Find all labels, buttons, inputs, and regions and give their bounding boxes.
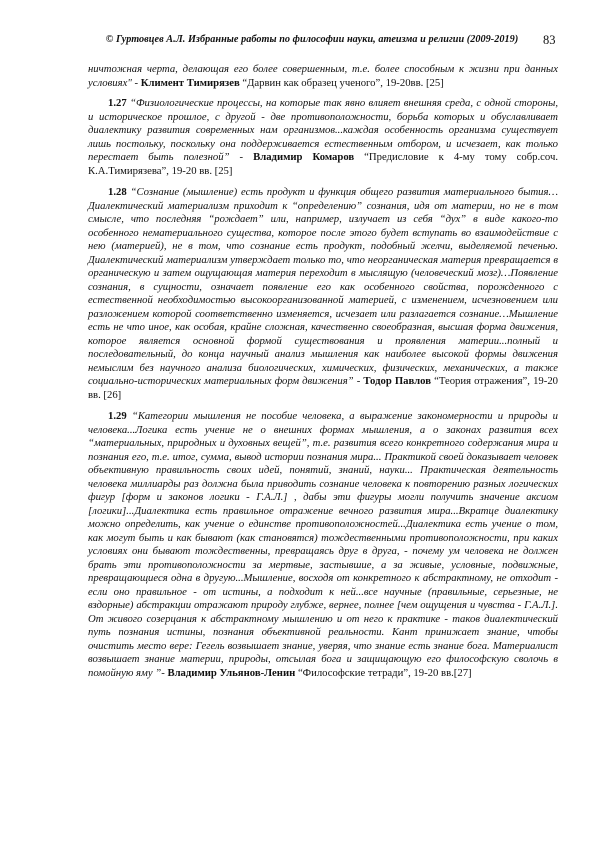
paragraph-1-28 [88, 186, 558, 402]
quote-text: “Категории мышления не пособие человека, а выражение закономерности и природы и человека...Логика есть учение не о внешних формах мышления, а о законах развития всех “материальных, природных и духовных вещей”, т.е. развития всего конкретного содержания мира и познания его, т.е. итог, сумма, вывод истории познания мира... Практикой своей доказывает человек объективную правильность своих идей, понятий, знаний, науки... Практическая деятельность человека миллиарды раз должна была приводить сознание человека к повторению разных логических фигур [форм и законов логики - Г.А.Л.] , дабы эти фигуры могли получить значение аксиом [логики]...Диалектика есть правильное отражение вечного развития мира...Вкратце диалектику можно определить, как учение о единстве противоположностей...Диалектика есть учение о том, как могут быть и как бывают (как становятся) тождественными противоположности, при каких условиях они бывают тождественны, превращаясь друг в друга, - почему ум человека не должен брать эти противоположности за мертвые, застывшие, а за живые, условные, подвижные, превращающиеся одна в другую...Мышление, восходя от конкретного к абстрактному, не отходит - если оно правильное - от истины, а подходит к ней...все научные (правильные, серьезные, не вздорные) абстракции отражают природу глубже, вернее, полнее [чем ощущения и чувства - Г.А.Л.]. От живого созерцания к абстрактному мышлению и от него к практике - таков диалектический путь познания истины, познания объективной реальности. Кант принижает знание, чтобы очистить место вере: Гегель возвышает знание, уверяя, что знание есть знание бога. Материалист возвышает знание материи, природы, отсылая бога и защищающую его философскую сволочь в помойную яму ” [88, 410, 558, 679]
author-name: Владимир Ульянов-Ленин [167, 666, 296, 679]
paragraph-continuation [88, 63, 558, 90]
paragraph-1-27 [88, 97, 558, 178]
dash: - [131, 76, 141, 89]
running-header: © Гуртовцев А.Л. Избранные работы по философии науки, атеизма и религии (2009-2019) [105, 34, 519, 45]
source-citation: “Теория отражения”, 19-20 вв. [26] [88, 375, 559, 401]
paragraph-1-29 [88, 410, 558, 680]
source-citation: “Философские тетради”, 19-20 вв.[27] [295, 666, 472, 679]
quote-number: 1.29 [108, 410, 127, 422]
author-name: Тодор Павлов [363, 375, 431, 387]
dash: - [229, 151, 254, 163]
page-number: 83 [543, 33, 556, 47]
author-name: Климент Тимирязев [140, 76, 240, 89]
quote-number: 1.28 [108, 186, 127, 198]
quote-text: ничтожная черта, делающая его более совершенным, т.е. более способным к жизни при данных условиях" [88, 63, 558, 89]
author-name: Владимир Комаров [253, 151, 355, 163]
dash: - [161, 666, 168, 679]
dash: - [353, 375, 364, 387]
quote-text: “Сознание (мышление) есть продукт и функция общего развития материального бытия…Диалектический материализм приходит к “определению” сознания, идя от материи, но не в том смысле, что последняя “рождает” или, например, излучает из себя “дух” в виде какого-то особенного нематериального существа, которое после этого будет вступать во взаимодействие с нею (материей), не в том, что сознание есть продукт, подобный желчи, выделяемой печенью. Диалектический материализм утверждает только то, что неорганическая материя превращается в органическую и затем ощущающая материя переходит в мыслящую (человеческий мозг)…Появление сознания, в сущности, означает появление его как особенного свойства, порожденного с естественной необходимостью высокоорганизованной материей, с изменением, исчезновением или разложением которой соответственно изменяется, исчезает или разлагается сознание…Мышление есть не что иное, как особая, крайне сложная, качественно своеобразная, высшая форма движения, которое является основной формой существования и проявления материи...полный и последовательный, до конца научный анализ мышления как наиболее высокой формы движения немыслим без научного анализа биологических, химических, физических, механических, а также социально-исторических материальных форм движения” [88, 186, 558, 387]
quote-number: 1.27 [108, 97, 127, 109]
source-citation: “Предисловие к 4-му тому собр.соч. К.А.Тимирязева”, 19-20 вв. [25] [88, 151, 559, 177]
quote-text: “Физиологические процессы, на которые так явно влияет внешняя среда, с одной стороны, и историческое прошлое, с другой - две противоположности, борьба которых и обуславливает диалектику развития современных нам организмов...каждая особенность организма существует лишь постольку, поскольку она поддерживается естественным отбором, и исчезает, как только перестает быть полезной” [88, 97, 558, 163]
page-body [88, 63, 558, 688]
source-citation: “Дарвин как образец ученого”, 19-20вв. [25] [239, 76, 444, 89]
